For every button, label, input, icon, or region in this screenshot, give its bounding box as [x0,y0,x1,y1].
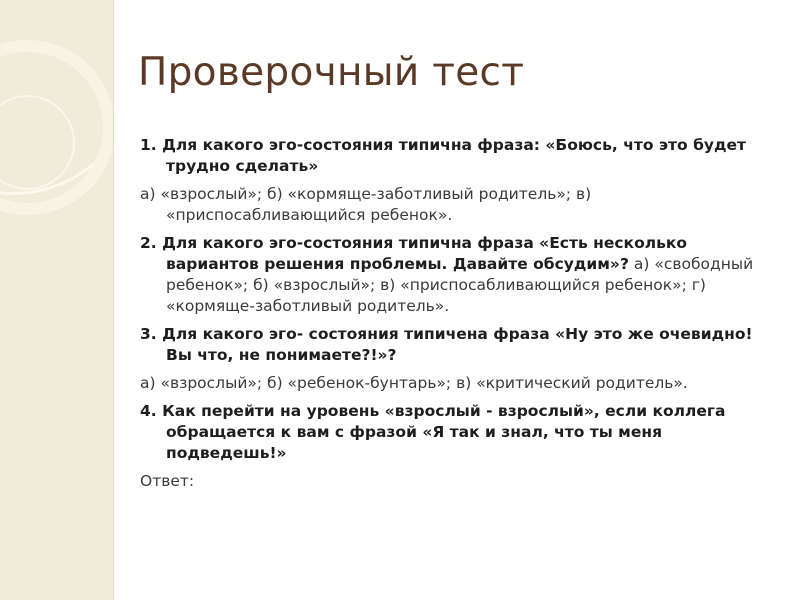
question-3 [140,324,760,366]
answer-options-3 [140,373,760,394]
decorative-side-panel [0,0,113,600]
question-4 [140,401,760,464]
answer-options-2-text: а) «свободный ребенок»; б) «взрослый»; в) «приспосабливающийся ребенок»; г) «кормяще-заботливый родитель». [166,255,754,315]
question-1-text: 1. Для какого эго-состояния типична фраза: «Боюсь, что это будет трудно сделать» [140,136,747,175]
answer-options-1-text: а) «взрослый»; б) «кормяще-заботливый родитель»; в) «приспосабливающийся ребенок». [140,185,592,224]
question-3-text: 3. Для какого эго- состояния типичена фраза «Ну это же очевидно! Вы что, не понимаете?!»? [140,325,753,364]
answer-options-1 [140,184,760,226]
question-list [140,135,760,499]
question-1 [140,135,760,177]
answer-label [140,471,760,492]
answer-label-text: Ответ: [140,472,195,490]
question-2-text: 2. Для какого эго-состояния типична фраза «Есть несколько вариантов решения проблемы. Давайте обсудим»? [140,234,688,273]
slide-title: Проверочный тест [138,50,525,95]
answer-options-3-text: а) «взрослый»; б) «ребенок-бунтарь»; в) «критический родитель». [140,374,688,392]
question-4-text: 4. Как перейти на уровень «взрослый - взрослый», если коллега обращается к вам с фразой «Я так и знал, что ты меня подведешь!» [140,402,726,462]
panel-divider [113,0,114,600]
question-2 [140,233,760,317]
